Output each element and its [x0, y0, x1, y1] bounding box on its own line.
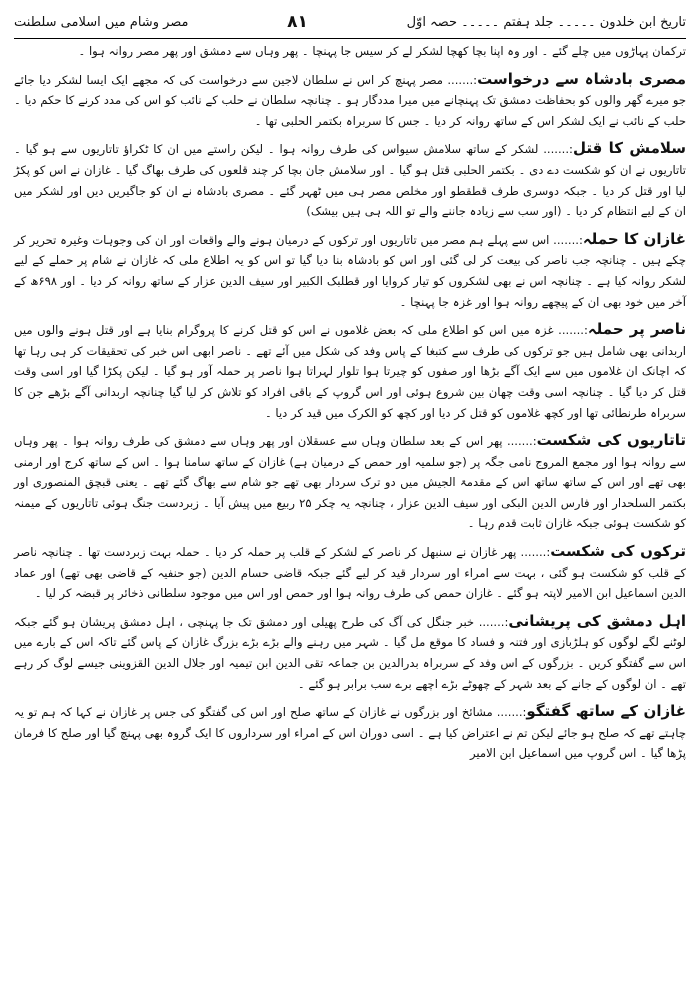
paragraph: ترکوں کی شکست:....... پھر غازان نے سنبھل کر ناصر کے لشکر کے قلب پر حملہ کر دیا ۔ حملہ بہت زبردست تھا ۔ چنانچہ ناصر کے قلب کو شکست ہو گئی ، بہت سے امراء اور سردار قید کر لیے گئے جبکہ قاضی حسام الدین (جو حنفیہ کے قاضی بھی تھے) اور عماد الدین اسماعیل ابن الامیر لاپتہ ہو گئے ۔ غازان حمص کی طرف روانہ ہوا اور حمص اور اس میں موجود سلطانی ذخائر پر قبضہ کر لیا ۔ — [14, 542, 686, 601]
book-title: تاریخ ابن خلدون ۔۔۔۔۔ جلد ہفتم ۔۔۔۔۔ حصہ اوّل — [406, 14, 686, 30]
paragraph-text: خبر جنگل کی آگ کی طرح پھیلی اور دمشق تک جا پہنچی ، اہل دمشق پریشان ہو گئے جبکہ لوٹنے لگے لوگوں کو ہلڑبازی اور فتنہ و فساد کا موقع مل گیا ۔ شہر میں رہنے والے بڑے بڑے بزرگ غازان کے پاس گئے تاکہ اس کے بارے میں اس سے گفتگو کریں ۔ بزرگوں کے اس وفد کے سربراہ بدرالدین بن جماعہ تقی الدین ابن تیمیہ اور جلال الدین القزوینی جیسے لوگ کر رہے تھے ۔ ان لوگوں کے جانے کے بعد شہر کے چھوٹے بڑے اچھے برے سب برابر ہو گئے ۔ — [14, 614, 686, 691]
paragraph-heading: اہل دمشق کی پریشانی — [508, 611, 686, 630]
paragraph-text: پھر غازان نے سنبھل کر ناصر کے لشکر کے قلب پر حملہ کر دیا ۔ حملہ بہت زبردست تھا ۔ چنانچہ ناصر کے قلب کو شکست ہو گئی ، بہت سے امراء اور سردار قید کر لیے گئے جبکہ قاضی حسام الدین (جو حنفیہ کے قاضی بھی تھے) اور عماد الدین اسماعیل ابن الامیر لاپتہ ہو گئے ۔ غازان حمص کی طرف روانہ ہوا اور حمص اور اس میں موجود سلطانی ذخائر پر قبضہ کر لیا ۔ — [14, 545, 686, 601]
header-rule — [14, 38, 686, 39]
paragraph-text: غزہ میں اس کو اطلاع ملی کہ بعض غلاموں نے اس کو قتل کرنے کا پروگرام بنایا ہے اور قتل ہونے والوں میں اربدانی بھی شامل ہیں جو ترکوں کی طرف سے کتبغا کے پاس وفد کی شکل میں آئے تھے ۔ ناصر ابھی اس خبر کی تحقیقات کر ہی رہا تھا کہ اچانک ان غلاموں میں سے ایک آگے بڑھا اور صفوں کو چیرتا ہوا تلوار لہراتا ہوا ناصر پر حملہ آور ہو گیا ۔ لیکن پکڑا گیا اور اسی وقت قتل کر دیا گیا ۔ چنانچہ اسی وقت چھان بین شروع ہوئی اور اس گروپ کے باقی افراد کو تلاش کر لیا گیا چنانچہ اربدانی آگے بڑھے جن کا سربراہ طرنطائی تھا اور کچھ غلاموں کو قتل کر دیا اور کچھ کو الکرک میں قید کر دیا ۔ — [14, 323, 686, 420]
paragraph-heading: غازان کا حملہ — [582, 229, 686, 248]
paragraph — [14, 41, 686, 62]
paragraph: غازان کا حملہ:....... اس سے پہلے ہم مصر میں تاتاریوں اور ترکوں کے درمیان ہونے والے واقعات اور ان کی وجوہات وغیرہ تحریر کر چکے ہیں ۔ چنانچہ جب ناصر کی بیعت کر لی گئی اور اس کو بادشاہ بنا دیا گیا تو اس کو یہ اطلاع ملی کہ غازان نے شام پر حملے کے لیے لشکر روانہ کیا ہے ۔ چنانچہ اس نے بھی لشکروں کو تیار کروایا اور قطلبک الکبیر اور سیف الدین عزار کے ساتھ روانہ کر دیا ۔ اور ۶۹۸ھ کے آخر میں خود بھی ان کے پیچھے روانہ ہوا اور غزہ جا پہنچا ۔ — [14, 229, 686, 309]
page-number: ۸۱ — [287, 12, 308, 32]
paragraph-text: لشکر کے ساتھ سلامش سیواس کی طرف روانہ ہوا ۔ لیکن راستے میں ان کا ٹکراؤ تاتاریوں سے ہو گیا ۔ تاتاریوں نے ان کو شکست دے دی ۔ بکتمر الحلبی قتل ہو گیا ۔ اور سلامش جان بچا کر چند قلعوں کی طرف بھاگ گیا ۔ غازان نے اس کو پکڑ لیا اور قتل کر دیا ۔ جبکہ دوسری طرف قطقطو اور مخلص مصر ہی میں ٹھہر گئے ۔ مصری بادشاہ نے ان کو جاگیریں دیں اور لشکر میں ان کے لیے انتظام کر دیا ۔ (اور سب سے زیادہ جاننے والے تو اللہ ہی ہیں بیشک) — [14, 142, 686, 219]
paragraph-heading: غازان کے ساتھ گفتگو — [526, 702, 687, 721]
page-header — [14, 6, 686, 38]
paragraph-text: مصر پہنچ کر اس نے سلطان لاجین سے درخواست کی کہ مجھے ایک ایسا لشکر دیا جائے جو میرے گھر والوں کو بحفاظت دمشق تک پہنچانے میں میرا مددگار ہو ۔ چنانچہ سلطان نے حلب کے نائب کو اس کی مدد کرنے کا حکم دیا ۔ حلب کے نائب نے ایک لشکر اس کے ساتھ روانہ کر دیا ۔ جس کا سربراہ بکتمر الحلبی تھا ۔ — [14, 72, 686, 128]
paragraph: غازان کے ساتھ گفتگو:....... مشائخ اور بزرگوں نے غازان کے ساتھ صلح اور اس کی گفتگو کی جس پر غازان نے کہا کہ ہم تو یہ چاہتے تھے کہ صلح ہو جائے لیکن تم نے اعتراض کیا ہے ۔ اسی دوران اس کے امراء اور سرداروں کا ایک گروہ بھی پہنچ گیا اور صلح کا فرمان پڑھا گیا ۔ اس گروپ میں اسماعیل ابن الامیر — [14, 702, 687, 761]
paragraph: ناصر پر حملہ:....... غزہ میں اس کو اطلاع ملی کہ بعض غلاموں نے اس کو قتل کرنے کا پروگرام بنایا ہے اور قتل ہونے والوں میں اربدانی بھی شامل ہیں جو ترکوں کی طرف سے کتبغا کے پاس وفد کی شکل میں آئے تھے ۔ ناصر ابھی اس خبر کی تحقیقات کر ہی رہا تھا کہ اچانک ان غلاموں میں سے ایک آگے بڑھا اور صفوں کو چیرتا ہوا تلوار لہراتا ہوا ناصر پر حملہ آور ہو گیا ۔ لیکن پکڑا گیا اور اسی وقت قتل کر دیا گیا ۔ چنانچہ اسی وقت چھان بین شروع ہوئی اور اس گروپ کے باقی افراد کو تلاش کر لیا گیا چنانچہ اربدانی آگے بڑھے جن کا سربراہ طرنطائی تھا اور کچھ غلاموں کو قتل کر دیا اور کچھ کو الکرک میں قید کر دیا ۔ — [14, 320, 687, 420]
paragraph-text: پھر اس کے بعد سلطان وہاں سے عسقلان اور پھر وہاں سے دمشق کی طرف روانہ ہوا ۔ پھر وہاں سے روانہ ہوا اور مجمع المروج نامی جگہ پر (جو سلمیہ اور حمص کے درمیان ہے) غازان کے ساتھ سامنا ہوا ۔ اس کے ساتھ کرج اور ارمنی بھی تھے اور اس کے ساتھ ساتھ اس کے مقدمۃ الجیش میں دو ترک سردار بھی تھے جو شام سے بھاگ گئے تھے ۔ یعنی قبچق المنصوری اور بکتمر السلحدار اور فارس الدین البکی اور سیف الدین عزار ، چنانچہ یہ چکر ۲۵ ربیع میں پیش آیا ۔ زبردست جنگ ہوئی تاتاریوں کے میمنہ کو شکست ہوئی جبکہ غازان ثابت قدم رہا ۔ — [14, 434, 686, 531]
paragraph: اہل دمشق کی پریشانی:....... خبر جنگل کی آگ کی طرح پھیلی اور دمشق تک جا پہنچی ، اہل دمشق پریشان ہو گئے جبکہ لوٹنے لگے لوگوں کو ہلڑبازی اور فتنہ و فساد کا موقع مل گیا ۔ شہر میں رہنے والے بڑے بڑے بزرگ غازان کے پاس گئے تاکہ اس کے بارے میں اس سے گفتگو کریں ۔ بزرگوں کے اس وفد کے سربراہ بدرالدین بن جماعہ تقی الدین ابن تیمیہ اور جلال الدین القزوینی جیسے لوگ کر رہے تھے ۔ ان لوگوں کے جانے کے بعد شہر کے چھوٹے بڑے اچھے برے سب برابر ہو گئے ۔ — [14, 611, 686, 691]
paragraph: مصری بادشاہ سے درخواست:....... مصر پہنچ کر اس نے سلطان لاجین سے درخواست کی کہ مجھے ایک ایسا لشکر دیا جائے جو میرے گھر والوں کو بحفاظت دمشق تک پہنچانے میں میرا مددگار ہو ۔ چنانچہ سلطان نے حلب کے نائب کو اس کی مدد کرنے کا حکم دیا ۔ حلب کے نائب نے ایک لشکر اس کے ساتھ روانہ کر دیا ۔ جس کا سربراہ بکتمر الحلبی تھا ۔ — [14, 69, 686, 128]
paragraph-heading: ناصر پر حملہ — [587, 320, 687, 339]
paragraph-heading: ترکوں کی شکست — [550, 542, 686, 561]
paragraph-heading: مصری بادشاہ سے درخواست — [477, 69, 686, 88]
paragraph-heading: تاتاریوں کی شکست — [536, 431, 687, 450]
body-text — [14, 41, 686, 764]
paragraph: تاتاریوں کی شکست:....... پھر اس کے بعد سلطان وہاں سے عسقلان اور پھر وہاں سے دمشق کی طرف روانہ ہوا ۔ پھر وہاں سے روانہ ہوا اور مجمع المروج نامی جگہ پر (جو سلمیہ اور حمص کے درمیان ہے) غازان کے ساتھ سامنا ہوا ۔ اس کے ساتھ کرج اور ارمنی بھی تھے اور اس کے ساتھ ساتھ اس کے مقدمۃ الجیش میں دو ترک سردار بھی تھے جو شام سے بھاگ گئے تھے ۔ یعنی قبچق المنصوری اور بکتمر السلحدار اور فارس الدین البکی اور سیف الدین عزار ، چنانچہ یہ چکر ۲۵ ربیع میں پیش آیا ۔ زبردست جنگ ہوئی تاتاریوں کے میمنہ کو شکست ہوئی جبکہ غازان ثابت قدم رہا ۔ — [14, 431, 687, 531]
paragraph-heading: سلامش کا قتل — [572, 139, 687, 158]
section-title: مصر وشام میں اسلامی سلطنت — [14, 14, 189, 30]
paragraph: سلامش کا قتل:....... لشکر کے ساتھ سلامش سیواس کی طرف روانہ ہوا ۔ لیکن راستے میں ان کا ٹکراؤ تاتاریوں سے ہو گیا ۔ تاتاریوں نے ان کو شکست دے دی ۔ بکتمر الحلبی قتل ہو گیا ۔ اور سلامش جان بچا کر چند قلعوں کی طرف بھاگ گیا ۔ غازان نے اس کو پکڑ لیا اور قتل کر دیا ۔ جبکہ دوسری طرف قطقطو اور مخلص مصر ہی میں ٹھہر گئے ۔ مصری بادشاہ نے ان کو جاگیریں دیں اور لشکر میں ان کے لیے انتظام کر دیا ۔ (اور سب سے زیادہ جاننے والے تو اللہ ہی ہیں بیشک) — [14, 139, 687, 219]
paragraph-text: اس سے پہلے ہم مصر میں تاتاریوں اور ترکوں کے درمیان ہونے والے واقعات اور ان کی وجوہات وغیرہ تحریر کر چکے ہیں ۔ چنانچہ جب ناصر کی بیعت کر لی گئی اور اس کو بادشاہ بنا دیا گیا تو اس کو یہ اطلاع ملی کہ غازان نے شام پر حملے کے لیے لشکر روانہ کیا ہے ۔ چنانچہ اس نے بھی لشکروں کو تیار کروایا اور قطلبک الکبیر اور سیف الدین عزار کے ساتھ روانہ کر دیا ۔ اور ۶۹۸ھ کے آخر میں خود بھی ان کے پیچھے روانہ ہوا اور غزہ جا پہنچا ۔ — [14, 232, 686, 309]
paragraph-text: ترکمان پہاڑوں میں چلے گئے ۔ اور وہ اپنا بچا کھچا لشکر لے کر سیس جا پہنچا ۔ پھر وہاں سے دمشق اور پھر مصر روانہ ہوا ۔ — [78, 44, 686, 58]
paragraph-text: مشائخ اور بزرگوں نے غازان کے ساتھ صلح اور اس کی گفتگو کی جس پر غازان نے کہا کہ ہم تو یہ چاہتے تھے کہ صلح ہو جائے لیکن تم نے اعتراض کیا ہے ۔ اسی دوران اس کے امراء اور سرداروں کا ایک گروہ بھی پہنچ گیا اور صلح کا فرمان پڑھا گیا ۔ اس گروپ میں اسماعیل ابن الامیر — [14, 705, 686, 761]
